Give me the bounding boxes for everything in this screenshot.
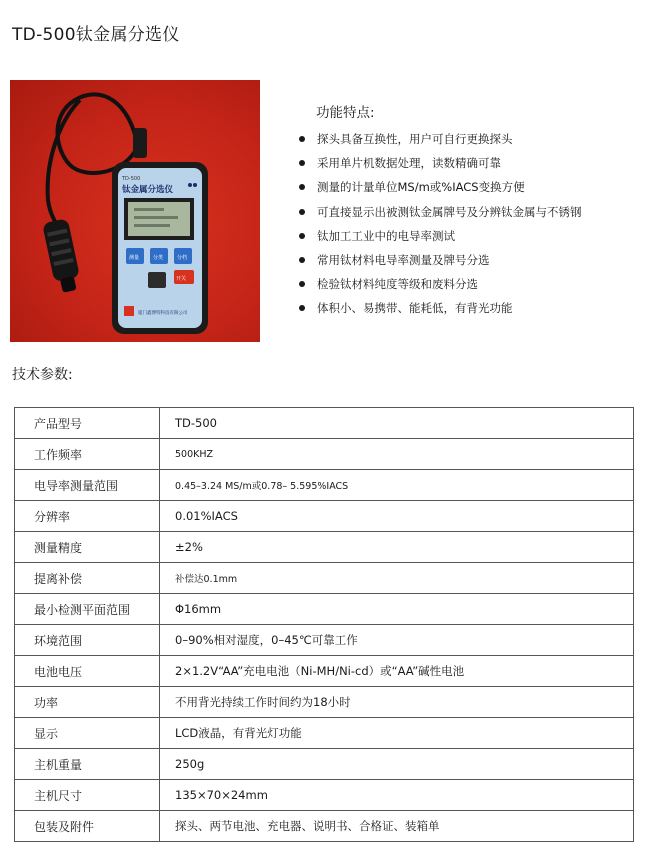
- spec-value: 500KHZ: [160, 439, 634, 470]
- classify-button-label: 分类: [153, 255, 164, 261]
- lcd-text-line: [134, 224, 170, 227]
- spec-value: 2×1.2V“AA”充电电池（Ni-MH/Ni-cd）或“AA”碱性电池: [160, 656, 634, 687]
- indicator-dot: [188, 183, 192, 187]
- spec-value: 不用背光持续工作时间约为18小时: [160, 687, 634, 718]
- spec-label: 功率: [15, 687, 160, 718]
- feature-text: 检验钛材料纯度等级和废料分选: [317, 277, 478, 292]
- feature-text: 常用钛材料电导率测量及牌号分选: [317, 252, 490, 267]
- cable-connector: [133, 128, 147, 158]
- spec-label: 最小检测平面范围: [15, 594, 160, 625]
- feature-item: [299, 276, 582, 300]
- brand-logo: [124, 306, 134, 316]
- feature-item: [299, 228, 582, 252]
- table-row: [15, 594, 634, 625]
- device-model: TD-500: [122, 176, 141, 182]
- feature-item: [299, 300, 582, 324]
- spec-value: 135×70×24mm: [160, 780, 634, 811]
- spec-label: 电导率测量范围: [15, 470, 160, 501]
- spec-value: 0–90%相对湿度，0–45℃可靠工作: [160, 625, 634, 656]
- spec-label: 提离补偿: [15, 563, 160, 594]
- spec-value: 250g: [160, 749, 634, 780]
- feature-text: 采用单片机数据处理，读数精确可靠: [317, 156, 501, 171]
- table-row: [15, 563, 634, 594]
- device-footer-text: 厦门鑫博特科技有限公司: [138, 311, 188, 316]
- page-title: TD-500钛金属分选仪: [12, 25, 180, 45]
- spec-label: 分辨率: [15, 501, 160, 532]
- spec-label: 主机重量: [15, 749, 160, 780]
- probe-cable-lower: [48, 100, 80, 228]
- spec-value: Φ16mm: [160, 594, 634, 625]
- table-row: [15, 780, 634, 811]
- spec-value: 0.01%IACS: [160, 501, 634, 532]
- feature-item: [299, 179, 582, 203]
- table-row: [15, 439, 634, 470]
- bullet-icon: [299, 160, 305, 166]
- feature-item: [299, 252, 582, 276]
- table-row: [15, 470, 634, 501]
- product-photo: [10, 80, 260, 342]
- measure-button-label: 测量: [129, 255, 140, 261]
- probe: [42, 218, 82, 294]
- feature-item: [299, 131, 582, 155]
- spec-label: 电池电压: [15, 656, 160, 687]
- bullet-icon: [299, 209, 305, 215]
- spec-value: LCD液晶，有背光灯功能: [160, 718, 634, 749]
- spec-value: 探头、两节电池、充电器、说明书、合格证、装箱单: [160, 811, 634, 842]
- spec-table: [14, 407, 634, 842]
- device-name: 钛金属分选仪: [122, 185, 174, 195]
- features-list: [299, 131, 582, 325]
- indicator-dot: [193, 183, 197, 187]
- table-row: [15, 532, 634, 563]
- bullet-icon: [299, 305, 305, 311]
- feature-text: 可直接显示出被测钛金属牌号及分辨钛金属与不锈钢: [317, 204, 582, 219]
- lcd-text-line: [134, 216, 178, 219]
- table-row: [15, 625, 634, 656]
- spec-label: 测量精度: [15, 532, 160, 563]
- table-row: [15, 501, 634, 532]
- feature-item: [299, 204, 582, 228]
- spec-value: ±2%: [160, 532, 634, 563]
- params-title: 技术参数:: [12, 367, 73, 383]
- bullet-icon: [299, 233, 305, 239]
- feature-item: [299, 155, 582, 179]
- feature-text: 探头具备互换性，用户可自行更换探头: [317, 132, 513, 146]
- spec-value: 补偿达0.1mm: [160, 563, 634, 594]
- feature-text: 测量的计量单位MS/m或%IACS变换方便: [317, 180, 525, 195]
- table-row: [15, 811, 634, 842]
- table-row: [15, 749, 634, 780]
- bullet-icon: [299, 136, 305, 142]
- nav-button[interactable]: [148, 272, 166, 288]
- spec-value: 0.45–3.24 MS/m或0.78– 5.595%IACS: [160, 470, 634, 501]
- spec-label: 主机尺寸: [15, 780, 160, 811]
- device-illustration: [10, 80, 260, 342]
- lcd-text-line: [134, 208, 164, 211]
- table-row: [15, 656, 634, 687]
- bullet-icon: [299, 184, 305, 190]
- spec-label: 显示: [15, 718, 160, 749]
- features-title: 功能特点:: [316, 105, 375, 121]
- spec-value: TD-500: [160, 408, 634, 439]
- bullet-icon: [299, 281, 305, 287]
- grade-button-label: 分档: [177, 255, 188, 261]
- table-row: [15, 408, 634, 439]
- spec-label: 产品型号: [15, 408, 160, 439]
- table-row: [15, 687, 634, 718]
- spec-label: 包装及附件: [15, 811, 160, 842]
- probe-cable: [58, 94, 141, 173]
- power-button-label: 开关: [176, 276, 187, 282]
- table-row: [15, 718, 634, 749]
- spec-label: 环境范围: [15, 625, 160, 656]
- feature-text: 钛加工工业中的电导率测试: [317, 228, 455, 243]
- bullet-icon: [299, 257, 305, 263]
- feature-text: 体积小、易携带、能耗低，有背光功能: [317, 301, 513, 316]
- spec-label: 工作频率: [15, 439, 160, 470]
